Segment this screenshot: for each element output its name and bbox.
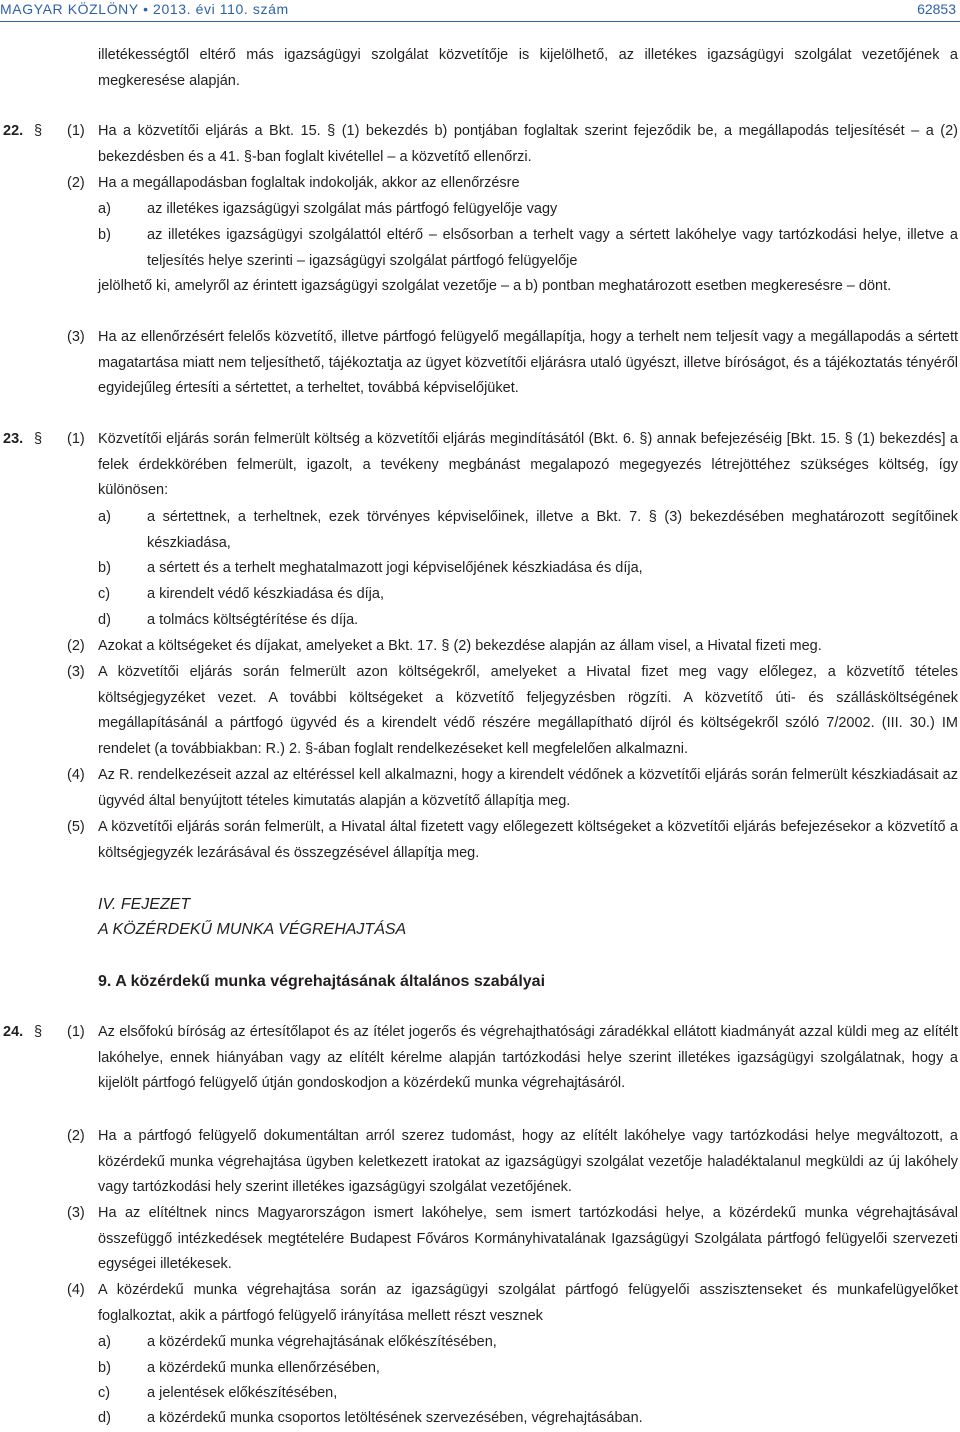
s23-p1-a-text: a sértettnek, a terheltnek, ezek törvényes képviselőinek, illetve a Bkt. 7. § (3) bekezdésében meghatározott segítőinek készkiadása, xyxy=(147,509,958,551)
intro-paragraph: illetékességtől eltérő más igazságügyi szolgálat közvetítője is kijelölhető, az illetékes igazságügyi szolgálat vezetőjének a megkeresése alapján. xyxy=(98,47,958,89)
s24-p3-text: Ha az elítéltnek nincs Magyarországon ismert lakóhelye, sem ismert tartózkodási helye, a közérdekű munka végrehajtásával összefüggő intézkedések megtételére Budapest Főváros Kormányhivatalának Igazságügyi Szolgálata pártfogó felügyelői szervezeti egységei illetékesek. xyxy=(98,1205,958,1273)
s24-p4-c-text: a jelentések előkészítésében, xyxy=(147,1385,338,1401)
s23-p2-label: (2) xyxy=(67,638,85,654)
s24-p4-b-label: b) xyxy=(98,1360,111,1376)
section-24-sign: § xyxy=(34,1024,43,1040)
s23-p4-label: (4) xyxy=(67,767,85,783)
s22-p2-label: (2) xyxy=(67,175,85,191)
s23-p1-b-label: b) xyxy=(98,560,111,576)
s22-p2-a-text: az illetékes igazságügyi szolgálat más pártfogó felügyelője vagy xyxy=(147,201,558,217)
subchapter-title: 9. A közérdekű munka végrehajtásának általános szabályai xyxy=(98,973,546,990)
s23-p5-label: (5) xyxy=(67,819,85,835)
section-22-sign: § xyxy=(34,123,43,139)
s22-p2-a-label: a) xyxy=(98,201,111,217)
s22-p2-b-label: b) xyxy=(98,227,111,243)
s24-p4-d-text: a közérdekű munka csoportos letöltésének szervezésében, végrehajtásában. xyxy=(147,1410,643,1426)
s24-p4-text: A közérdekű munka végrehajtása során az igazságügyi szolgálat pártfogó felügyelői asszisztenseket és munkafelügyelőket foglalkoztat, akik a pártfogó felügyelő irányítása mellett részt vesznek xyxy=(98,1282,958,1324)
s23-p3-label: (3) xyxy=(67,664,85,680)
s24-p2-text: Ha a pártfogó felügyelő dokumentáltan arról szerez tudomást, hogy az elítélt lakóhelye vagy tartózkodási helye megváltozott, a közérdekű munka végrehajtása ügyben keletkezett iratokat az igazságügyi szolgálat vezetője haladéktalanul megküldi az új lakóhely vagy tartózkodási hely szerint illetékes igazságügyi szolgálat vezetőjének. xyxy=(98,1128,958,1196)
s24-p1-label: (1) xyxy=(67,1024,85,1040)
s24-p4-c-label: c) xyxy=(98,1385,111,1401)
s23-p1-b-text: a sértett és a terhelt meghatalmazott jogi képviselőjének készkiadása és díja, xyxy=(147,560,643,576)
journal-title: MAGYAR KÖZLÖNY • 2013. évi 110. szám xyxy=(0,1,289,17)
section-24-number: 24. xyxy=(3,1024,24,1040)
s22-p1-text: Ha a közvetítői eljárás a Bkt. 15. § (1) bekezdés b) pontjában foglaltak szerint fejeződik be, a megállapodás teljesítését – a (2) bekezdésben és a 41. §-ban foglalt kivétellel – a közvetítő ellenőrzi. xyxy=(98,123,958,165)
s23-p1-text: Közvetítői eljárás során felmerült költség a közvetítői eljárás megindításától (Bkt. 6. §) annak befejezéséig [Bkt. 15. § (1) bekezdés] a felek érdekkörében felmerült, igazolt, a tevékeny megbánást megalapozó megegyezés létrejöttéhez szükséges költség, így különösen: xyxy=(98,431,958,499)
s23-p2-text: Azokat a költségeket és díjakat, amelyeket a Bkt. 17. § (2) bekezdése alapján az állam visel, a Hivatal fizeti meg. xyxy=(98,638,822,654)
s24-p4-d-label: d) xyxy=(98,1410,111,1426)
s24-p4-b-text: a közérdekű munka ellenőrzésében, xyxy=(147,1360,380,1376)
s23-p1-d-label: d) xyxy=(98,612,111,628)
header-rule xyxy=(0,21,960,22)
page-header xyxy=(0,0,960,22)
s22-p2-b-text: az illetékes igazságügyi szolgálattól eltérő – elsősorban a terhelt vagy a sértett lakóhelye vagy tartózkodási helye, illetve a teljesítés helye szerinti – igazságügyi szolgálat pártfogó felügyelője xyxy=(147,227,958,269)
s23-p1-d-text: a tolmács költségtérítése és díja. xyxy=(147,612,359,628)
s23-p1-c-label: c) xyxy=(98,586,111,602)
chapter-title: A KÖZÉRDEKŰ MUNKA VÉGREHAJTÁSA xyxy=(98,921,407,938)
s24-p4-a-text: a közérdekű munka végrehajtásának előkészítésében, xyxy=(147,1334,497,1350)
s23-p5-text: A közvetítői eljárás során felmerült, a Hivatal által fizetett vagy előlegezett költségeket a közvetítői eljárás befejezésekor a közvetítő a költségjegyzék lezárásával és összegzésével állapítja meg. xyxy=(98,819,958,861)
s24-p2-label: (2) xyxy=(67,1128,85,1144)
s22-p1-label: (1) xyxy=(67,123,85,139)
chapter-number: IV. FEJEZET xyxy=(98,896,191,913)
s22-p3-label: (3) xyxy=(67,329,85,345)
section-22-number: 22. xyxy=(3,123,24,139)
s22-p2-text: Ha a megállapodásban foglaltak indokolják, akkor az ellenőrzésre xyxy=(98,175,520,191)
s23-p3-text: A közvetítői eljárás során felmerült azon költségekről, amelyeket a Hivatal fizet meg vagy előlegez, a közvetítő tételes költségjegyzéket vezet. A további költségeket a közvetítő feljegyzésben rögzíti. A közvetítő úti- és szállásköltségének megállapításánál a pártfogó ügyvéd és a kirendelt védő részére megállapítható díjról és költségekről szóló 7/2002. (III. 30.) IM rendelet (a továbbiakban: R.) 2. §-ában foglalt rendelkezéseket kell megfelelően alkalmazni. xyxy=(98,664,958,757)
s24-p1-text: Az elsőfokú bíróság az értesítőlapot és az ítélet jogerős és végrehajthatósági záradékkal ellátott kiadmányát azzal küldi meg az elítélt lakóhelye, ennek hiányában vagy az elítélt kérelme alapján tartózkodási helye szerint illetékes igazságügyi szolgálatnak, hogy a kijelölt pártfogó felügyelő útján gondoskodjon a közérdekű munka végrehajtásáról. xyxy=(98,1024,958,1092)
page-number: 62853 xyxy=(917,1,956,17)
s22-p3-text: Ha az ellenőrzésért felelős közvetítő, illetve pártfogó felügyelő megállapítja, hogy a terhelt nem teljesít vagy a megállapodás a sértett magatartása miatt nem teljesíthető, tájékoztatja az ügyet közvetítői eljárásra utaló ügyészt, illetve bíróságot, és a tájékoztatás tényéről egyidejűleg értesíti a sértettet, a terheltet, továbbá képviselőjüket. xyxy=(98,329,958,397)
s23-p1-label: (1) xyxy=(67,431,85,447)
s24-p3-label: (3) xyxy=(67,1205,85,1221)
s24-p4-a-label: a) xyxy=(98,1334,111,1350)
s23-p1-c-text: a kirendelt védő készkiadása és díja, xyxy=(147,586,384,602)
s23-p1-a-label: a) xyxy=(98,509,111,525)
s22-p2-tail: jelölhető ki, amelyről az érintett igazságügyi szolgálat vezetője – a b) pontban meghatározott esetben megkeresésre – dönt. xyxy=(98,278,892,294)
section-23-sign: § xyxy=(34,431,43,447)
s24-p4-label: (4) xyxy=(67,1282,85,1298)
s23-p4-text: Az R. rendelkezéseit azzal az eltéréssel kell alkalmazni, hogy a kirendelt védőnek a közvetítői eljárás során felmerült készkiadásait az ügyvéd által benyújtott tételes kimutatás alapján a közvetítő állapítja meg. xyxy=(98,767,958,809)
section-23-number: 23. xyxy=(3,431,24,447)
